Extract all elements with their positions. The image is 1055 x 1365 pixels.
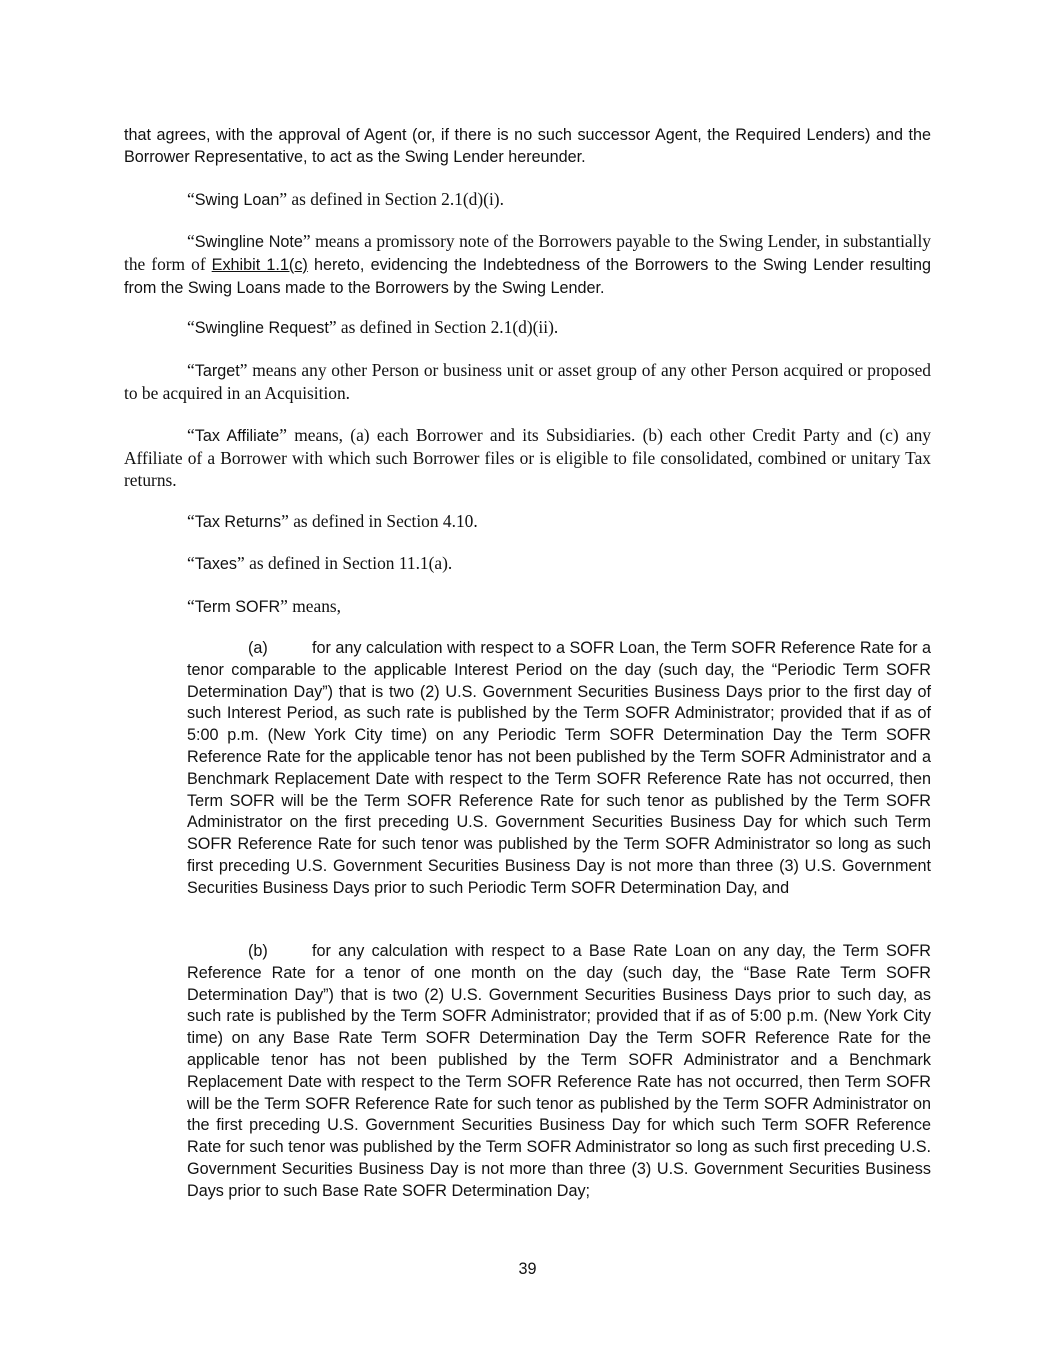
definition-text: as defined in Section 2.1(d)(ii). <box>336 317 559 337</box>
subsection-a <box>187 638 931 900</box>
definition-swing-loan: “Swing Loan” as defined in Section 2.1(d)(i). <box>187 189 504 209</box>
subsection-text: for any calculation with respect to a Base Rate Loan on any day, the Term SOFR Reference Rate for a tenor of one month on the day (such day, the “ <box>187 942 931 982</box>
defined-term: Swingline Note <box>194 233 303 251</box>
defined-term: Term SOFR <box>194 598 281 616</box>
defined-term: Base Rate Term SOFR Determination Day <box>187 963 931 1004</box>
definition-term-sofr: “Term SOFR” means, <box>187 596 342 616</box>
definition-swingline-note: “Swingline Note” means a promissory note of the Borrowers payable to the Swing Lender, in substantially the form of Exhibit 1.1(c) hereto, evidencing the Indebtedness of the Borrowers to the Swing Lender resulting from the Swing Loans made to the Borrowers by the Swing Lender. <box>124 231 931 297</box>
exhibit-reference-link[interactable]: Exhibit 1.1(c) <box>211 255 308 274</box>
defined-term: Periodic Term SOFR Determination Day <box>187 660 931 701</box>
defined-term: Target <box>194 362 240 380</box>
definition-text: means, <box>287 596 342 616</box>
paragraph-swing-lender-continuation <box>124 125 931 169</box>
subsection-text: ”) that is two (2) U.S. Government Securities Business Days prior to the first day of such Interest Period, as such rate is published by the Term SOFR Administrator; provided that if as of 5:00 p.m. (New York City time) on any Periodic Term SOFR Determination Day the Term SOFR Reference Rate for the applicable tenor has not been published by the Term SOFR Administrator and a Benchmark Replacement Date with respect to the Term SOFR Reference Rate has not occurred, then Term SOFR will be the Term SOFR Reference Rate for such tenor as published by the Term SOFR Administrator on the first preceding U.S. Government Securities Business Day for which such Term SOFR Reference Rate for such tenor was published by the Term SOFR Administrator so long as such first preceding U.S. Government Securities Business Day is not more than three (3) U.S. Government Securities Business Days prior to such Periodic Term SOFR Determination Day, and <box>187 682 931 897</box>
paragraph-text: that agrees, with the approval of Agent (or, if there is no such successor Agent, the Required Lenders) and the Borrower Representative, to act as the Swing Lender hereunder. <box>124 126 931 166</box>
definition-text: means a promissory note of the Borrowers payable to the Swing Lender, in substantially the form of <box>124 231 931 274</box>
subsection-label: (b) <box>248 942 268 960</box>
definition-text: means any other Person or business unit or asset group of any other Person acquired or proposed to be acquired in an Acquisition. <box>124 360 931 403</box>
definition-text: as defined in Section 4.10. <box>288 511 478 531</box>
definition-target: “Target” means any other Person or business unit or asset group of any other Person acquired or proposed to be acquired in an Acquisition. <box>124 360 931 403</box>
definition-swingline-request: “Swingline Request” as defined in Section 2.1(d)(ii). <box>187 317 559 337</box>
defined-term: Tax Returns <box>194 513 282 531</box>
defined-term: Swing Loan <box>194 191 280 209</box>
definition-tax-affiliate: “Tax Affiliate” means, (a) each Borrower and its Subsidiaries. (b) each other Credit Party and (c) any Affiliate of a Borrower with which such Borrower files or is eligible to file consolidated, combined or unitary Tax returns. <box>124 425 932 490</box>
page-number: 39 <box>518 1260 537 1278</box>
defined-term: Swingline Request <box>194 319 329 337</box>
subsection-text: ”) that is two (2) U.S. Government Securities Business Days prior to such day, as such rate is published by the Term SOFR Administrator; provided that if as of 5:00 p.m. (New York City time) on any Base Rate Term SOFR Determination Day the Term SOFR Reference Rate for the applicable tenor has not been published by the Term SOFR Administrator and a Benchmark Replacement Date with respect to the Term SOFR Reference Rate has not occurred, then Term SOFR will be the Term SOFR Reference Rate for such tenor as published by the Term SOFR Administrator on the first preceding U.S. Government Securities Business Day for which such Term SOFR Reference Rate for such tenor was published by the Term SOFR Administrator so long as such first preceding U.S. Government Securities Business Day is not more than three (3) U.S. Government Securities Business Days prior to such Base Rate SOFR Determination Day; <box>187 985 931 1200</box>
defined-term: Taxes <box>194 555 238 573</box>
subsection-text: for any calculation with respect to a SOFR Loan, the Term SOFR Reference Rate for a tenor comparable to the applicable Interest Period on the day (such day, the “ <box>187 639 931 679</box>
subsection-label: (a) <box>248 639 268 657</box>
defined-term: Tax Affiliate <box>194 427 280 445</box>
subsection-b <box>187 941 931 1203</box>
definition-text: means, (a) each Borrower and its Subsidiaries. (b) each other Credit Party and (c) any Affiliate of a Borrower with which such Borrower files or is eligible to file consolidated, combined or unitary Tax returns. <box>124 425 932 490</box>
definition-text: hereto, evidencing the Indebtedness of the Borrowers to the Swing Lender resulting from the Swing Loans made to the Borrowers by the Swing Lender. <box>124 255 931 297</box>
definition-text: as defined in Section 2.1(d)(i). <box>287 189 504 209</box>
definition-taxes: “Taxes” as defined in Section 11.1(a). <box>187 553 453 573</box>
definition-tax-returns: “Tax Returns” as defined in Section 4.10. <box>187 511 478 531</box>
definition-text: as defined in Section 11.1(a). <box>244 553 453 573</box>
